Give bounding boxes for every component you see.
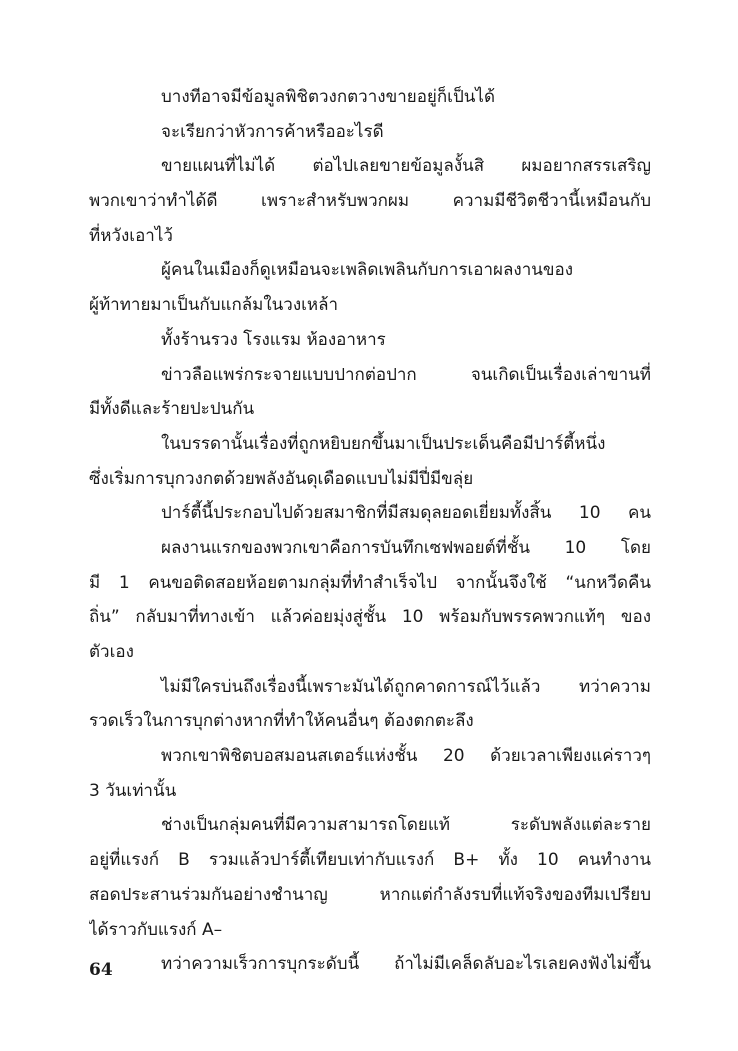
text-line: 3 วันเท่านั้น [89, 780, 177, 801]
text-line: ผู้ท้าทายมาเป็นกับแกล้มในวงเหล้า [89, 295, 339, 316]
text-line: พวกเขาพิชิตบอสมอนสเตอร์แห่งชั้น 20 ด้วยเวลาเพียงแค่ราวๆ [161, 746, 651, 767]
text-line: ตัวเอง [89, 642, 134, 662]
text-line: มี 1 คนขอติดสอยห้อยตามกลุ่มที่ทำสำเร็จไป จากนั้นจึงใช้ “นกหวีดคืน [89, 572, 651, 593]
text-line: ผลงานแรกของพวกเขาคือการบันทึกเซฟพอยต์ที่ชั้น 10 โดย [161, 537, 651, 558]
text-line: ถิ่น” กลับมาที่ทางเข้า แล้วค่อยมุ่งสู่ชั้น 10 พร้อมกับพรรคพวกแท้ๆ ของ [89, 607, 651, 628]
text-line: ในบรรดานั้นเรื่องที่ถูกหยิบยกขึ้นมาเป็นประเด็นคือมีปาร์ตี้หนึ่ง [161, 433, 606, 454]
text-line: ขายแผนที่ไม่ได้ ต่อไปเลยขายข้อมูลงั้นสิ ผมอยากสรรเสริญ [161, 156, 651, 177]
text-line: ปาร์ตี้นี้ประกอบไปด้วยสมาชิกที่มีสมดุลยอดเยี่ยมทั้งสิ้น 10 คน [161, 503, 651, 524]
body-text [89, 80, 651, 982]
text-line: สอดประสานร่วมกันอย่างชำนาญ หากแต่กำลังรบที่แท้จริงของทีมเปรียบ [89, 884, 651, 905]
text-line: ช่างเป็นกลุ่มคนที่มีความสามารถโดยแท้ ระดับพลังแต่ละราย [161, 815, 651, 836]
text-line: อยู่ที่แรงก์ B รวมแล้วปาร์ตี้เทียบเท่ากับแรงก์ B+ ทั้ง 10 คนทำงาน [89, 850, 651, 871]
text-line: ทว่าความเร็วการบุกระดับนี้ ถ้าไม่มีเคล็ดลับอะไรเลยคงฟังไม่ขึ้น [161, 954, 651, 975]
text-line: จะเรียกว่าหัวการค้าหรืออะไรดี [161, 121, 384, 142]
text-line: ทั้งร้านรวง โรงแรม ห้องอาหาร [161, 329, 386, 350]
text-line: ข่าวลือแพร่กระจายแบบปากต่อปาก จนเกิดเป็นเรื่องเล่าขานที่ [161, 364, 651, 385]
text-line: ผู้คนในเมืองก็ดูเหมือนจะเพลิดเพลินกับการเอาผลงานของ [161, 260, 574, 281]
text-line: รวดเร็วในการบุกต่างหากที่ทำให้คนอื่นๆ ต้องตกตะลึง [89, 711, 474, 732]
text-line: มีทั้งดีและร้ายปะปนกัน [89, 399, 255, 420]
text-line: ไม่มีใครบ่นถึงเรื่องนี้เพราะมันได้ถูกคาดการณ์ไว้แล้ว ทว่าความ [161, 676, 651, 697]
text-line: บางทีอาจมีข้อมูลพิชิตวงกตวางขายอยู่ก็เป็นได้ [161, 87, 495, 107]
text-line: ได้ราวกับแรงก์ A– [89, 919, 223, 940]
text-line: ที่หวังเอาไว้ [89, 225, 173, 246]
text-line: ซึ่งเริ่มการบุกวงกตด้วยพลังอันดุเดือดแบบไม่มีปี่มีขลุ่ย [89, 468, 474, 489]
text-line: พวกเขาว่าทำได้ดี เพราะสำหรับพวกผม ความมีชีวิตชีวานี้เหมือนกับ [89, 191, 651, 212]
page-number: 64 [89, 960, 113, 980]
